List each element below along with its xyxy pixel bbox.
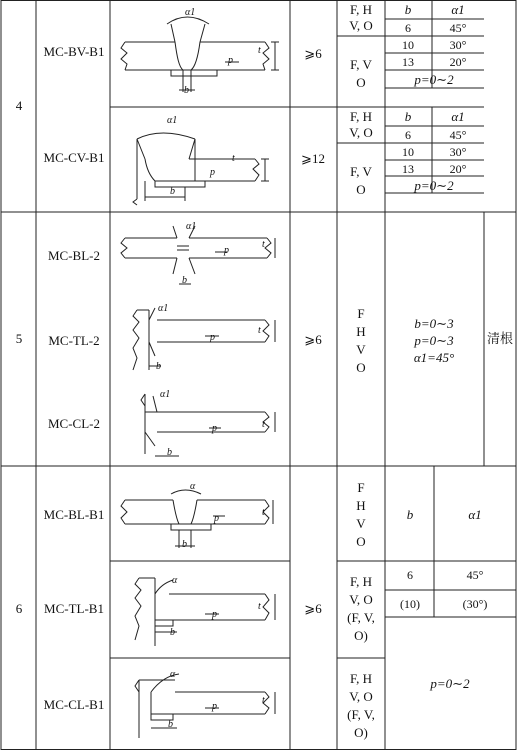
label-alpha: α	[190, 481, 196, 492]
joint-code: MC-BL-2	[48, 248, 100, 263]
thickness: ⩾12	[301, 151, 325, 166]
label-b: b	[170, 627, 175, 638]
position-line: O	[356, 534, 366, 549]
label-b: b	[170, 186, 175, 197]
label-b: b	[156, 361, 161, 372]
thickness: ⩾6	[304, 601, 322, 616]
sub-cell: 10	[402, 38, 414, 52]
position-line: V, O	[349, 125, 373, 140]
label-t: t	[232, 153, 235, 164]
label-alpha: α	[170, 669, 176, 680]
sub-header-b: b	[404, 2, 412, 17]
sub-cell: 13	[402, 55, 414, 69]
position-line: O	[356, 360, 366, 375]
label-t: t	[258, 45, 261, 56]
group-no: 4	[15, 98, 23, 113]
thickness: ⩾6	[304, 332, 322, 347]
sub-cell: 6	[407, 568, 413, 582]
param-line: b=0∼3	[414, 316, 454, 331]
position-line: F, H	[349, 671, 373, 686]
sub-cell: 6	[405, 21, 411, 35]
joint-code: MC-TL-2	[48, 333, 100, 348]
label-p: p	[210, 332, 215, 343]
label-b: b	[168, 719, 173, 730]
sub-cell: 20°	[449, 55, 467, 69]
label-p: p	[224, 245, 229, 256]
weld-diagram-bv-b1	[115, 2, 287, 102]
joint-code: MC-BV-B1	[43, 44, 105, 59]
sub-cell: 45°	[449, 128, 467, 142]
label-t: t	[262, 239, 265, 250]
weld-diagram-tl-2	[115, 300, 287, 378]
sub-cell: 13	[402, 162, 414, 176]
sub-cell: (30°)	[462, 597, 488, 611]
position-line: F	[357, 480, 365, 495]
label-t: t	[258, 325, 261, 336]
sub-header-b: b	[406, 507, 414, 522]
p-range: p=0∼2	[414, 178, 454, 193]
position-line: F, H	[349, 574, 373, 589]
label-p: p	[210, 167, 215, 178]
sub-cell: 30°	[449, 38, 467, 52]
sub-cell: 45°	[449, 21, 467, 35]
sub-header-alpha: α1	[468, 507, 482, 522]
sub-header-b: b	[404, 109, 412, 124]
label-t: t	[262, 695, 265, 706]
label-alpha: α	[172, 575, 178, 586]
position-line: O	[356, 182, 366, 197]
p-range: p=0∼2	[430, 676, 470, 691]
label-alpha1: α1	[158, 303, 169, 314]
sub-cell: 30°	[449, 145, 467, 159]
joint-code: MC-CL-B1	[43, 697, 105, 712]
weld-diagram-bl-2	[115, 218, 287, 293]
label-alpha1: α1	[167, 115, 178, 126]
position-line: F	[357, 306, 365, 321]
position-line: (F, V,	[347, 707, 375, 722]
group-no: 6	[15, 601, 23, 616]
sub-header-alpha: α1	[451, 109, 465, 124]
position-line: (F, V,	[347, 610, 375, 625]
param-line: p=0∼3	[414, 333, 454, 348]
label-b: b	[167, 447, 172, 458]
thickness: ⩾6	[304, 46, 322, 61]
weld-diagram-tl-b1	[115, 566, 287, 654]
label-alpha1: α1	[185, 7, 196, 18]
sub-header-alpha: α1	[451, 2, 465, 17]
sub-cell: 20°	[449, 162, 467, 176]
param-line: α1=45°	[413, 350, 455, 365]
label-t: t	[262, 507, 265, 518]
sub-cell: 10	[402, 145, 414, 159]
position-line: H	[356, 324, 366, 339]
label-b: b	[182, 539, 187, 550]
label-t: t	[262, 419, 265, 430]
joint-code: MC-CV-B1	[43, 150, 105, 165]
sub-cell: 45°	[466, 568, 484, 582]
label-p: p	[212, 423, 217, 434]
label-b: b	[182, 275, 187, 286]
position-line: F, H	[349, 2, 373, 17]
position-line: V, O	[349, 18, 373, 33]
label-p: p	[212, 609, 217, 620]
position-line: V	[356, 516, 366, 531]
position-line: F, V	[350, 164, 372, 179]
remark-back-gouge: 清根	[486, 332, 514, 347]
p-range: p=0∼2	[414, 72, 454, 87]
position-line: O)	[354, 725, 368, 740]
joint-code: MC-BL-B1	[43, 507, 105, 522]
position-line: F, H	[349, 109, 373, 124]
label-p: p	[212, 701, 217, 712]
joint-code: MC-CL-2	[48, 416, 100, 431]
position-line: V	[356, 342, 366, 357]
label-alpha1: α1	[186, 221, 197, 232]
sub-cell: (10)	[400, 597, 420, 611]
position-line: V, O	[349, 689, 373, 704]
position-line: O	[356, 75, 366, 90]
joint-code: MC-TL-B1	[44, 601, 104, 616]
group-no: 5	[15, 331, 23, 346]
label-t: t	[258, 601, 261, 612]
label-b: b	[184, 85, 189, 96]
position-line: H	[356, 498, 366, 513]
position-line: V, O	[349, 592, 373, 607]
label-p: p	[214, 513, 219, 524]
label-alpha1: α1	[160, 389, 171, 400]
sub-cell: 6	[405, 128, 411, 142]
position-line: O)	[354, 628, 368, 643]
label-p: p	[228, 55, 233, 66]
position-line: F, V	[350, 57, 372, 72]
weld-diagram-cv-b1	[115, 109, 287, 209]
